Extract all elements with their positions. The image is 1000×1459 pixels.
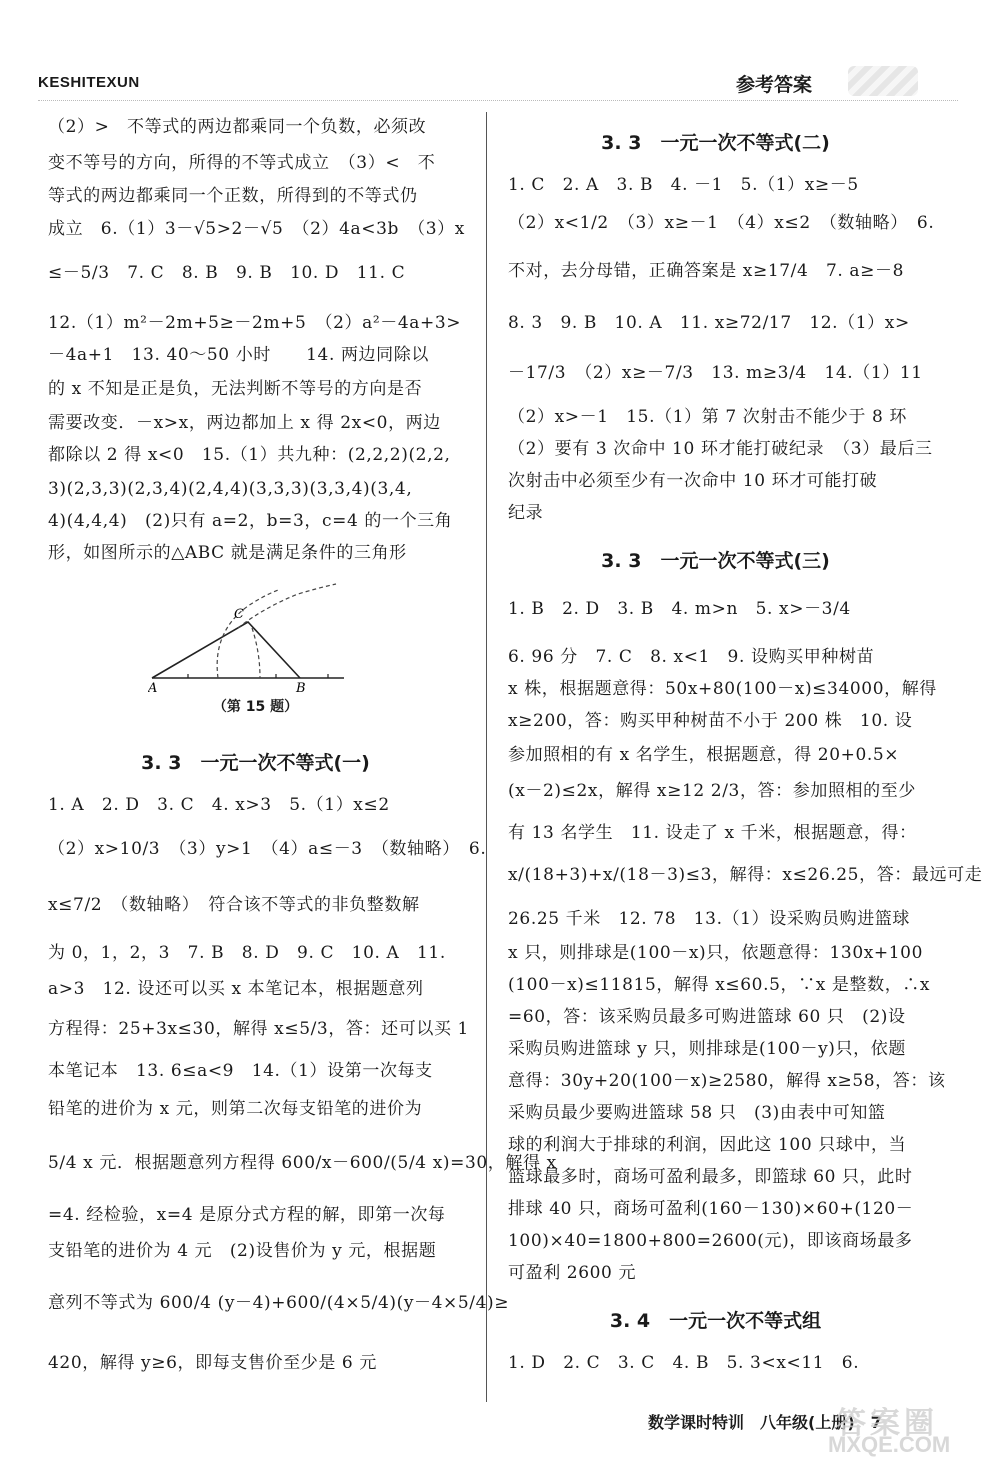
text-line: 不对，去分母错，正确答案是 x≥17/4 7. a≥－8 (508, 261, 905, 281)
section-heading: 3. 3 一元一次不等式(三) (601, 550, 830, 572)
header-divider (38, 100, 958, 101)
text-line: 支铅笔的进价为 4 元 (2)设售价为 y 元，根据题 (48, 1241, 437, 1261)
text-line: （2）要有 3 次命中 10 环才能打破纪录 （3）最后三 (508, 439, 933, 459)
column-divider (486, 112, 487, 1402)
header-decoration (848, 66, 918, 96)
text-line: 都除以 2 得 x<0 15.（1）共九种：(2,2,2)(2,2, (48, 445, 451, 465)
page-footer: 数学课时特训 八年级(上册) 7 (648, 1413, 882, 1432)
text-line: （2）x>－1 15.（1）第 7 次射击不能少于 8 环 (508, 407, 907, 427)
text-line: 本笔记本 13. 6≤a<9 14.（1）设第一次每支 (48, 1061, 433, 1081)
text-line: 意列不等式为 600/4 (y－4)+600/(4×5/4)(y－4×5/4)≥ (48, 1293, 510, 1313)
header-brand: KESHITEXUN (38, 74, 140, 91)
text-line: (x－2)≤2x，解得 x≥12 2/3，答：参加照相的至少 (508, 781, 916, 801)
text-line: a>3 12. 设还可以买 x 本笔记本，根据题意列 (48, 979, 424, 999)
text-line: 4)(4,4,4) (2)只有 a=2，b=3，c=4 的一个三角 (48, 511, 453, 531)
text-line: 成立 6.（1）3－√5>2－√5 （2）4a<3b （3）x (48, 219, 465, 239)
text-line: x≤7/2 （数轴略） 符合该不等式的非负整数解 (48, 895, 420, 915)
section-heading: 3. 3 一元一次不等式(二) (601, 132, 830, 154)
header-title: 参考答案 (736, 74, 813, 96)
text-line: 6. 96 分 7. C 8. x<1 9. 设购买甲种树苗 (508, 647, 875, 667)
text-line: 5/4 x 元．根据题意列方程得 600/x－600/(5/4 x)=30，解得 x (48, 1153, 557, 1173)
text-line: 方程得：25+3x≤30，解得 x≤5/3，答：还可以买 1 (48, 1019, 469, 1039)
text-line: 意得：30y+20(100－x)≥2580，解得 x≥58，答：该 (508, 1071, 946, 1091)
text-line: x≥200，答：购买甲种树苗不小于 200 株 10. 设 (508, 711, 913, 731)
text-line: 采购员购进篮球 y 只，则排球是(100－y)只，依题 (508, 1039, 906, 1059)
text-line: 的 x 不知是正是负，无法判断不等号的方向是否 (48, 379, 423, 399)
text-line: (100－x)≤11815，解得 x≤60.5，∵x 是整数，∴x (508, 975, 931, 995)
text-line: ≤－5/3 7. C 8. B 9. B 10. D 11. C (48, 263, 406, 283)
text-line: 1. D 2. C 3. C 4. B 5. 3<x<11 6. (508, 1353, 860, 1373)
text-line: 为 0，1，2，3 7. B 8. D 9. C 10. A 11. (48, 943, 446, 963)
text-line: x 株，根据题意得：50x+80(100－x)≤34000，解得 (508, 679, 937, 699)
text-line: 12.（1）m²－2m+5≥－2m+5 （2）a²－4a+3> (48, 313, 462, 333)
watermark-logo: 答案圈 MXQE.COM (828, 1407, 951, 1457)
text-line: =4. 经检验，x=4 是原分式方程的解，即第一次每 (48, 1205, 446, 1225)
vertex-label-c: C (234, 607, 244, 622)
text-line: （2）x<1/2 （3）x≥－1 （4）x≤2 （数轴略） 6. (508, 213, 935, 233)
text-line: 形，如图所示的△ABC 就是满足条件的三角形 (48, 543, 407, 563)
text-line: 100)×40=1800+800=2600(元)，即该商场最多 (508, 1231, 913, 1251)
text-line: =60，答：该采购员最多可购进篮球 60 只 (2)设 (508, 1007, 906, 1027)
text-line: 变不等号的方向，所得的不等式成立 （3）< 不 (48, 153, 436, 173)
text-line: 8. 3 9. B 10. A 11. x≥72/17 12.（1）x> (508, 313, 910, 333)
text-line: 1. B 2. D 3. B 4. m>n 5. x>－3/4 (508, 599, 851, 619)
text-line: x 只，则排球是(100－x)只，依题意得：130x+100 (508, 943, 924, 963)
figure-caption: （第 15 题） (212, 699, 299, 715)
text-line: 420，解得 y≥6，即每支售价至少是 6 元 (48, 1353, 377, 1373)
text-line: 采购员最少要购进篮球 58 只 (3)由表中可知篮 (508, 1103, 886, 1123)
text-line: 篮球最多时，商场可盈利最多，即篮球 60 只，此时 (508, 1167, 913, 1187)
text-line: 26.25 千米 12. 78 13.（1）设采购员购进篮球 (508, 909, 910, 929)
triangle-figure (148, 582, 348, 692)
vertex-label-b: B (296, 681, 306, 692)
text-line: 3)(2,3,3)(2,3,4)(2,4,4)(3,3,3)(3,3,4)(3,4, (48, 479, 413, 499)
text-line: 等式的两边都乘同一个正数，所得到的不等式仍 (48, 186, 418, 206)
text-line: 铅笔的进价为 x 元，则第二次每支铅笔的进价为 (48, 1099, 423, 1119)
text-line: 1. A 2. D 3. C 4. x>3 5.（1）x≤2 (48, 795, 390, 815)
text-line: （2）> 不等式的两边都乘同一个负数，必须改 (48, 117, 427, 137)
section-heading: 3. 4 一元一次不等式组 (609, 1310, 822, 1332)
text-line: 纪录 (508, 503, 544, 523)
text-line: 排球 40 只，商场可盈利(160－130)×60+(120－ (508, 1199, 914, 1219)
text-line: 有 13 名学生 11. 设走了 x 千米，根据题意，得： (508, 823, 917, 843)
text-line: 1. C 2. A 3. B 4. －1 5.（1）x≥－5 (508, 175, 859, 195)
section-heading: 3. 3 一元一次不等式(一) (141, 752, 370, 774)
text-line: 球的利润大于排球的利润，因此这 100 只球中，当 (508, 1135, 907, 1155)
text-line: －17/3 （2）x≥－7/3 13. m≥3/4 14.（1）11 (508, 363, 923, 383)
text-line: x/(18+3)+x/(18－3)≤3，解得：x≤26.25，答：最远可走 (508, 865, 983, 885)
vertex-label-a: A (148, 681, 158, 692)
text-line: 可盈利 2600 元 (508, 1263, 637, 1283)
text-line: （2）x>10/3 （3）y>1 （4）a≤－3 （数轴略） 6. (48, 839, 487, 859)
text-line: 需要改变．－x>x，两边都加上 x 得 2x<0，两边 (48, 413, 441, 433)
text-line: －4a+1 13. 40～50 小时 14. 两边同除以 (48, 345, 429, 365)
text-line: 参加照相的有 x 名学生，根据题意，得 20+0.5× (508, 745, 900, 765)
text-line: 次射击中必须至少有一次命中 10 环才可能打破 (508, 471, 878, 491)
